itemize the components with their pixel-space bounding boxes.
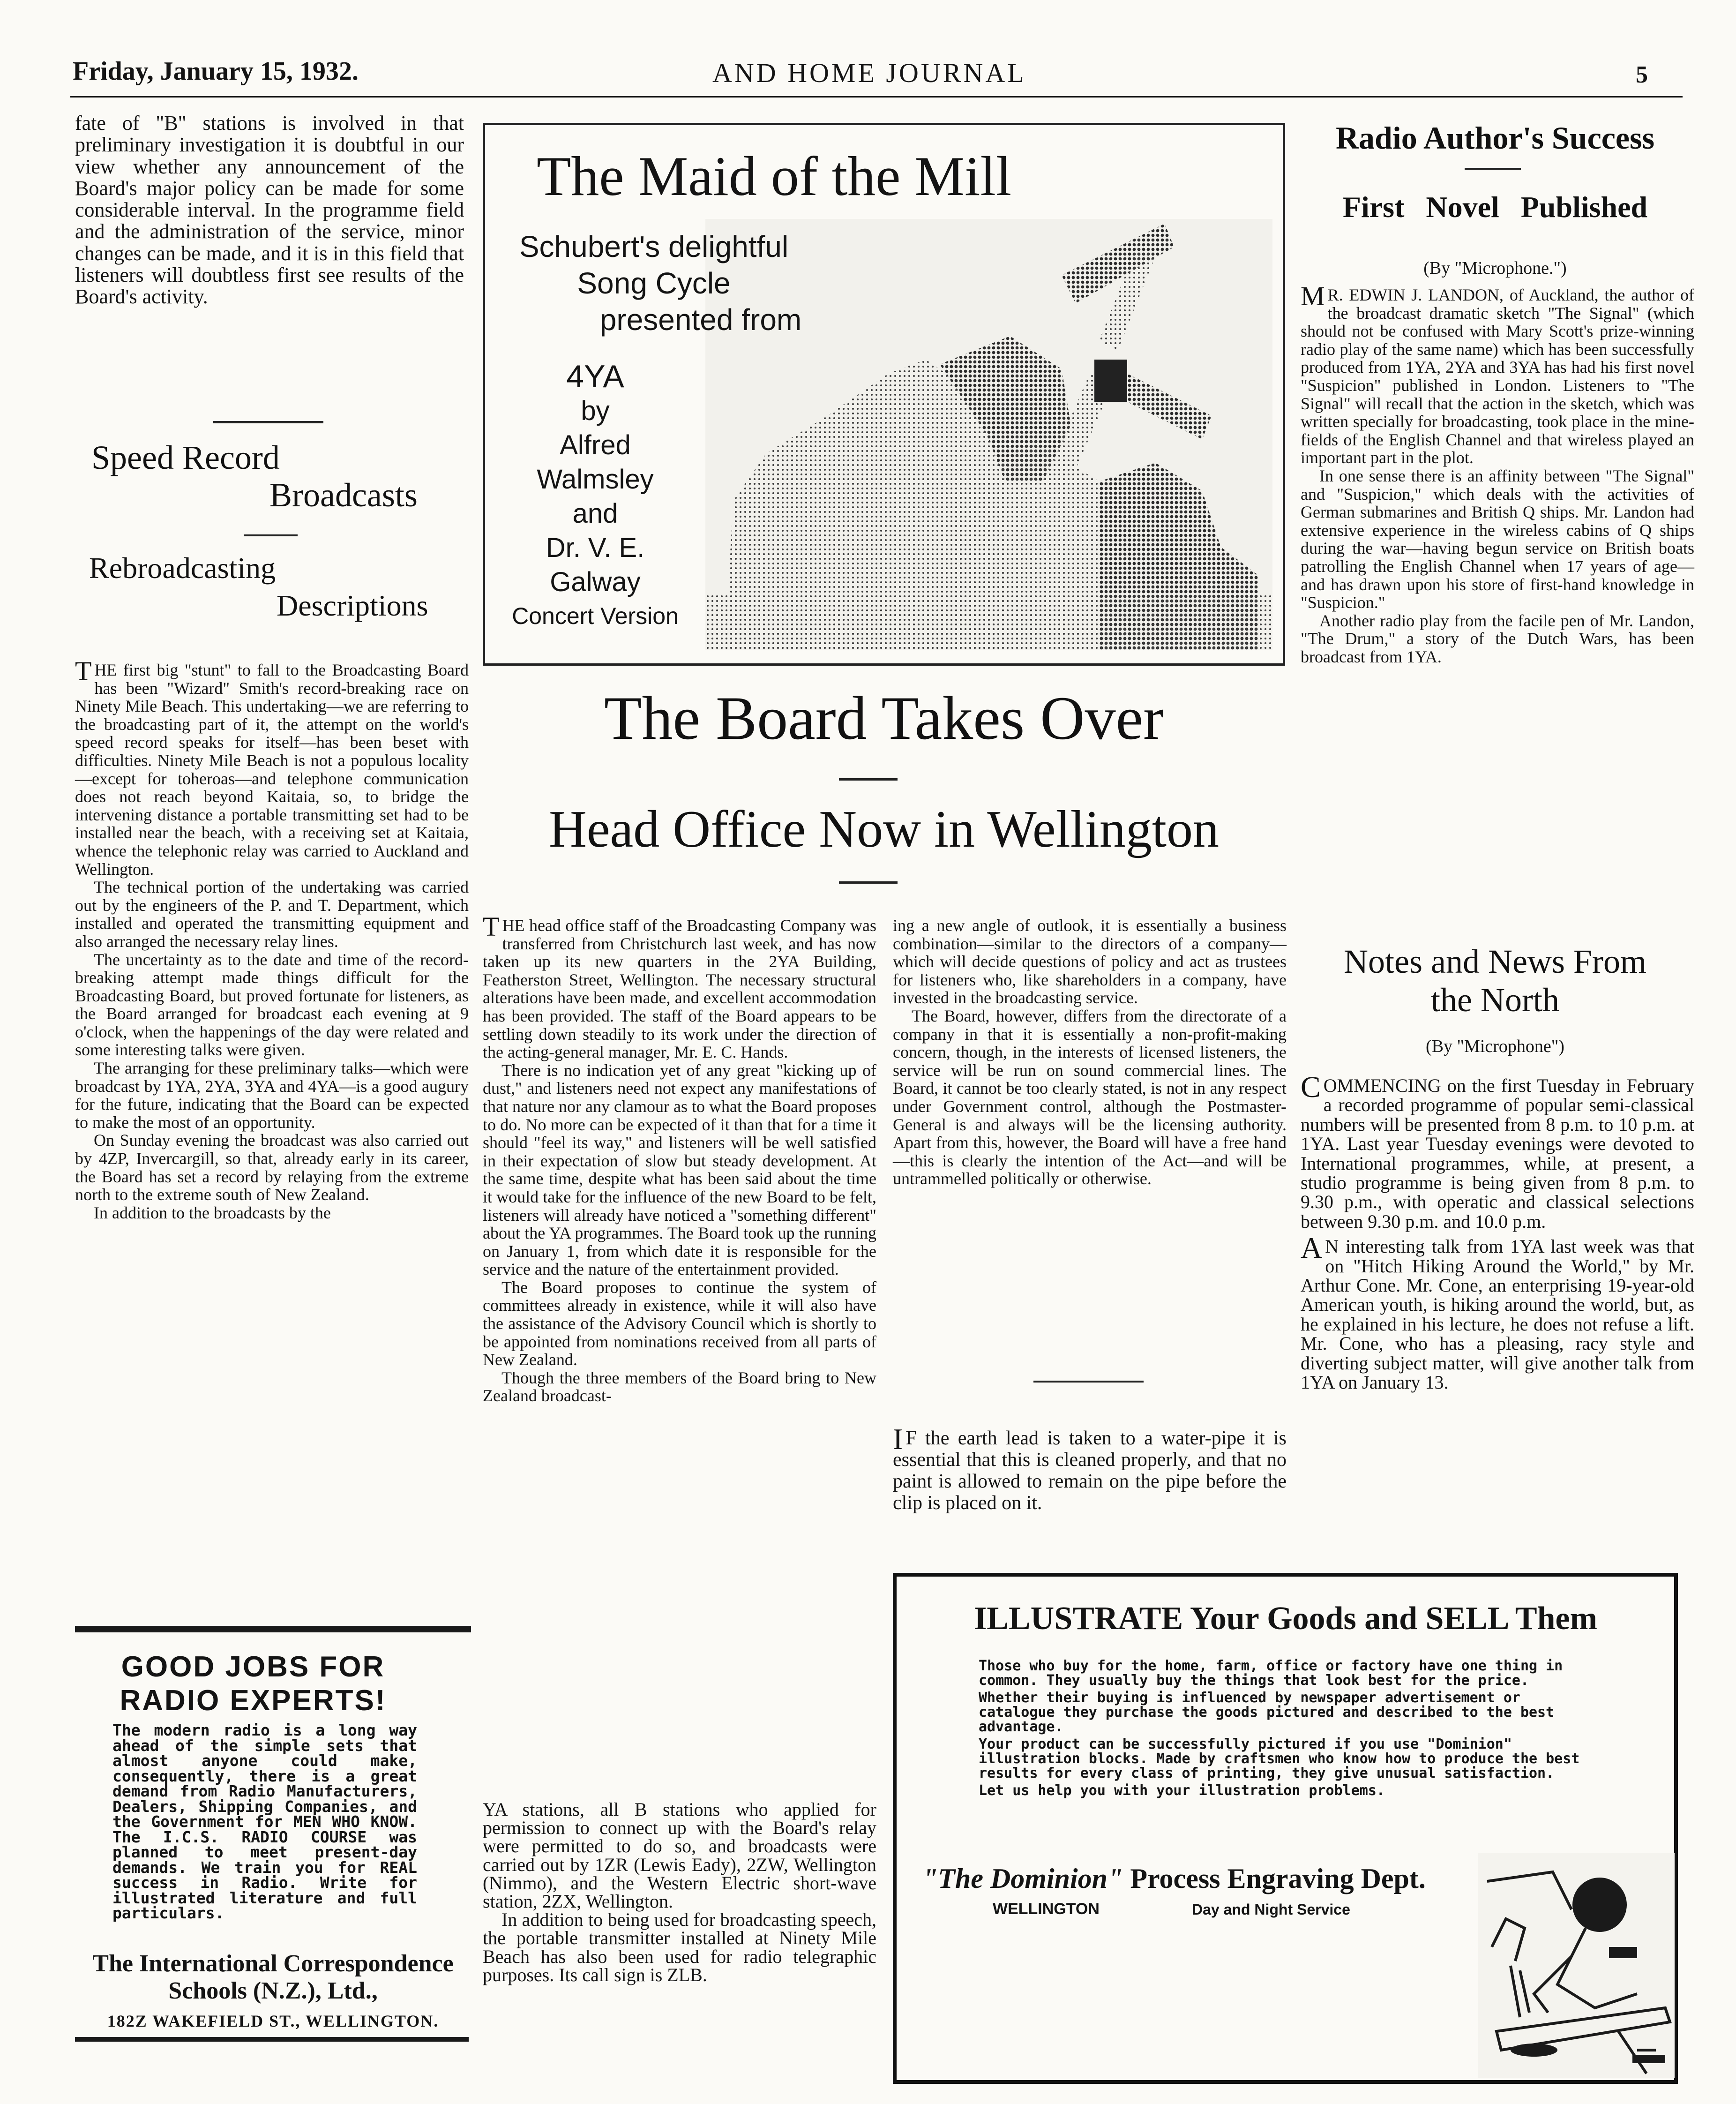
paper-name: AND HOME JOURNAL <box>712 58 1026 88</box>
section-divider <box>213 421 323 423</box>
dropcap: M <box>1301 281 1325 311</box>
dominion-advertisement <box>893 1573 1678 2084</box>
column-divider <box>1033 1381 1144 1383</box>
speed-record-headline: Speed Record <box>91 439 280 476</box>
dominion-headline: ILLUSTRATE Your Goods and SELL Them <box>974 1601 1597 1637</box>
masthead <box>0 0 1736 103</box>
dropcap: T <box>483 911 500 942</box>
radio-author-divider <box>1465 168 1521 170</box>
ad-bottom-rule <box>75 2037 469 2042</box>
dominion-body: Those who buy for the home, farm, office or factory have one thing in common. They usually buy the things that look best for the price. Whether their buying is influenced by newspaper advertisement or catalogue they purchase the goods pictured and described to the best advantage. Your product can be successfully pictured if you use "Dominion" illustration blocks. Made by craftsmen who know how to produce the best results for every class of printing, they give unusual satisfaction. Let us help you with your illustration problems. <box>979 1658 1580 1799</box>
main-headline: The Board Takes Over <box>604 684 1164 752</box>
notes-north-byline: (By "Microphone") <box>1426 1037 1564 1056</box>
main-headline-divider <box>839 778 898 781</box>
dropcap: A <box>1301 1231 1323 1265</box>
page-number: 5 <box>1636 61 1648 88</box>
dropcap: I <box>893 1422 903 1456</box>
speed-record-continuation: YA stations, all B stations who applied for permission to connect up with the Board's relay were permitted to do so, and broadcasts were carried out by 1ZR (Lewis Eady), 2ZW, Wellington (Nimmo), and the Western Electric short-wave station, 2ZX, Wellington. In addition to being used for broadcasting speech, the portable transmitter installed at Ninety Mile Beach has also been used for radio telegraphic purposes. Its call sign is ZLB. <box>483 1799 876 1985</box>
speed-record-article: THE first big "stunt" to fall to the Broadcasting Board has been "Wizard" Smith's record-breaking race on Ninety Mile Beach. This undertaking—we are referring to the broadcasting part of it, the attempt on the world's speed record speaks for itself—has been beset with difficulties. Ninety Mile Beach is not a populous locality—except for toheroas—and telephone communication does not reach beyond Kaitaia, so, to bridge the intervening distance a portable transmitting set had to be installed near the beach, with a receiving set at Kaitaia, whence the telephonic relay was carried to Auckland and Wellington. The technical portion of the undertaking was carried out by the engineers of the P. and T. Department, which installed and operated the transmitting equipment and also arranged the necessary relay lines. The uncertainty as to the date and time of the record-breaking attempt made things difficult for the Broadcasting Board, but proved fortunate for listeners, as the Board arranged for broadcast each evening at 9 o'clock, when the happenings of the day were related and some interesting talks were given. The arranging for these preliminary talks—which were broadcast by 1YA, 2YA, 3YA and 4YA—is a good augury for the future, indicating that the Board can be expected to make the most of an opportunity. On Sunday evening the broadcast was also carried out by 4ZP, Invercargill, so that, already early in its career, the Board has set a record by relaying from the extreme north to the extreme south of New Zealand. In addition to the broadcasts by the <box>75 656 469 1222</box>
radio-author-article: M R. EDWIN J. LANDON, of Auckland, the author of the broadcast dramatic sketch "The Signal" (which should not be confused with Mary Scott's prize-winning radio play of the same name) which has been successfully produced from 1YA, 2YA and 3YA has had his first novel "Suspicion" published in London. Listeners to "The Signal" will recall that the action in the sketch, which was written specially for broadcasting, took place in the mine-fields of the English Channel and that wireless played an important part in the plot. In one sense there is an affinity between "The Signal" and "Suspicion," which deals with the activities of German submarines and British Q ships. Mr. Landon had extensive experience in the wireless cabins of Q ships during the war—having begun service on British boats patrolling the English Channel when 17 years of age—and has drawn upon his store of first-hand knowledge in "Suspicion." Another radio play from the facile pen of Mr. Landon, "The Drum," a story of the Dutch Wars, has been broadcast from 1YA. <box>1301 281 1694 666</box>
ics-address: 182Z WAKEFIELD ST., WELLINGTON. <box>107 2012 439 2030</box>
ics-advertisement <box>75 1641 471 2030</box>
headline-divider <box>244 534 298 536</box>
radio-author-headline: Radio Author's Success <box>1335 120 1655 156</box>
issue-date: Friday, January 15, 1932. <box>73 57 359 86</box>
dominion-service: Day and Night Service <box>1192 1901 1350 1918</box>
maid-of-the-mill-box <box>483 123 1285 666</box>
dropcap: T <box>75 656 92 686</box>
ics-body: The modern radio is a long way ahead of the simple sets that almost anyone could make, consequently, there is a great demand from Radio Manufacturers, Dealers, Shipping Companies, and the Government for MEN WHO KNOW. The I.C.S. RADIO COURSE was planned to meet present-day demands. We train you for REAL success in Radio. Write for illustrated literature and full particulars. <box>112 1721 417 1922</box>
engraver-illustration <box>1478 1853 1675 2078</box>
notes-north-article: COMMENCING on the first Tuesday in February a recorded programme of popular semi-classical numbers will be presented from 8 p.m. to 10 p.m. at 1YA. Last year Tuesday evenings were devoted to International programmes, while, at present, a studio programme is being given from 8 p.m. to 9.30 p.m., with operatic and classical selections between 9.30 p.m. and 10.0 p.m. A N interesting talk from 1YA last week was that on "Hitch Hiking Around the World," by Mr. Arthur Cone. Mr. Cone, an enterprising 19-year-old American youth, is hiking around the world, but, as he explained in his lecture, he does not refuse a lift. Mr. Cone, who has a pleasing, racy style and diverting subject matter, will give another talk from 1YA on January 13. <box>1301 1070 1694 1393</box>
intro-paragraph: fate of "B" stations is involved in that preliminary investigation it is doubtful in our view whether any announcement of the Board's major policy can be made for some considerable interval. In the programme field and the administration of the service, minor changes can be made, and it is in this field that listeners will doubtless first see results of the Board's activity. <box>75 112 464 308</box>
radio-author-byline: (By "Microphone.") <box>1423 258 1567 278</box>
dominion-signature <box>922 1863 1426 1895</box>
notes-north-headline: Notes and News From the North <box>1344 943 1646 1019</box>
rebroadcasting-subhead: Rebroadcasting <box>89 551 276 585</box>
maid-performers: 4YA by Alfred Walmsley and Dr. V. E. Galway Concert Version <box>512 359 679 629</box>
descriptions-subhead: Descriptions <box>277 589 428 622</box>
ad-top-rule <box>75 1626 471 1632</box>
main-subheadline-divider <box>839 881 898 884</box>
main-story-column-1: THE head office staff of the Broadcasting Company was transferred from Christchurch last week, and has now taken up its new quarters in the 2YA Building, Featherston Street, Wellington. The necessary structural alterations have been made, and excellent accommodation has been provided. The staff of the Board appears to be settling down steadily to its work under the direction of the acting-general manager, Mr. E. C. Hands. There is no indication yet of any great "kicking up of dust," and listeners need not expect any manifestations of that nature nor any clamour as to what the Board proposes to do. No more can be expected of it than that for a time it should "feel its way," and listeners will be well satisfied in their expectation of slow but steady development. At the same time, despite what has been said about the time it would take for the influence of the new Board to be felt, listeners will already have noticed a "something different" about the YA programmes. The Board took up the running on January 1, from which date it is responsible for the service and the nature of the entertainment provided. The Board proposes to continue the system of committees already in existence, while it will also have the assistance of the Advisory Council which is shortly to be appointed from nominations received from all parts of New Zealand. Though the three members of the Board bring to New Zealand broadcast- <box>483 911 876 1405</box>
earth-lead-note: I F the earth lead is taken to a water-pipe it is essential that this is cleaned properly, and that no paint is allowed to remain on the pipe before the clip is placed on it. <box>893 1422 1287 1514</box>
masthead-rule <box>70 96 1683 98</box>
main-subheadline: Head Office Now in Wellington <box>548 800 1220 858</box>
main-story-column-2: ing a new angle of outlook, it is essentially a business combination—similar to the directors of a company—which will decide questions of policy and act as trustees for listeners who, like shareholders in a company, have invested in the broadcasting service. The Board, however, differs from the directorate of a company in that it is essentially a non-profit-making concern, though, in the interests of licensed listeners, the service will be run on sound commercial lines. The Board, it cannot be too clearly stated, is not in any respect under Government control, although the Postmaster-General is and always will be the licensing authority. Apart from this, however, the Board will have a free hand—this is clearly the intention of the Act—and will be untrammelled politically or otherwise. <box>893 916 1287 1188</box>
radio-author-subheadline: First Novel Published <box>1342 190 1648 224</box>
speed-record-headline-2: Broadcasts <box>269 476 418 514</box>
ics-headline: GOOD JOBS FOR RADIO EXPERTS! <box>120 1651 387 1717</box>
dominion-brand: "The Dominion" <box>922 1863 1123 1894</box>
dominion-dept: Process Engraving Dept. <box>1130 1863 1426 1894</box>
dominion-city: WELLINGTON <box>993 1900 1100 1918</box>
dropcap: C <box>1301 1070 1321 1104</box>
maid-caption: Schubert's delightful Song Cycle presented from <box>519 230 802 337</box>
maid-title: The Maid of the Mill <box>537 145 1012 207</box>
ics-company: The International Correspondence Schools (N.Z.), Ltd., <box>92 1950 454 2004</box>
